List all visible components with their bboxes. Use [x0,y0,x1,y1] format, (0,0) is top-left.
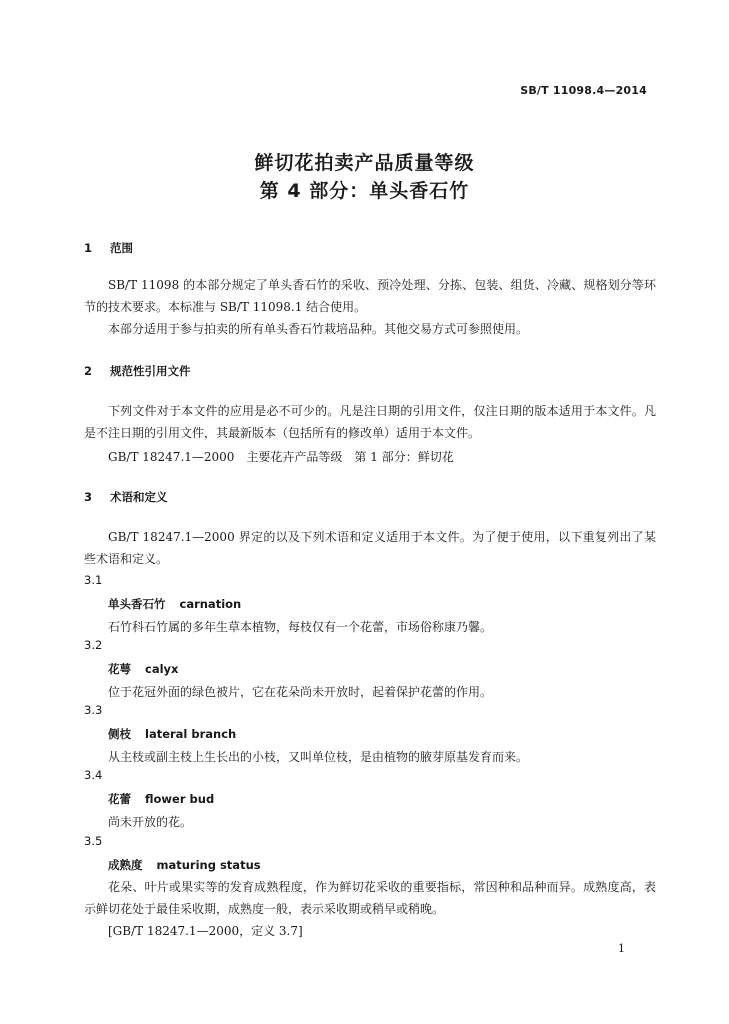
section-1-paragraph-2: 本部分适用于参与拍卖的所有单头香石竹栽培品种。其他交易方式可参照使用。 [108,322,529,336]
term-source: [GB/T 18247.1—2000，定义 3.7] [108,924,303,938]
term-chinese: 花萼 [108,662,131,676]
document-title-line1: 鲜切花拍卖产品质量等级 [254,152,475,174]
section-title: 术语和定义 [110,490,168,504]
term-title [108,661,178,677]
term-number: 3.2 [84,638,103,652]
term-number: 3.1 [84,573,103,587]
section-title: 规范性引用文件 [110,364,191,378]
term-title [108,596,241,612]
term-chinese: 侧枝 [108,727,131,741]
term-definition: 石竹科石竹属的多年生草本植物，每枝仅有一个花蕾，市场俗称康乃馨。 [108,620,493,634]
section-number: 1 [84,241,93,255]
section-3-paragraph-1: GB/T 18247.1—2000 界定的以及下列术语和定义适用于本文件。为了便于使用，以下重复列出了某些术语和定义。 [84,530,656,566]
term-definition: 从主枝或副主枝上生长出的小枝，又叫单位枝，是由植物的腋芽原基发育而来。 [108,750,529,764]
section-3-heading [84,489,168,505]
section-number: 3 [84,490,93,504]
term-number: 3.5 [84,834,103,848]
term-title [108,791,214,807]
section-1-paragraph-1: SB/T 11098 的本部分规定了单头香石竹的采收、预冷处理、分拣、包装、组货、冷藏、规格划分等环节的技术要求。本标准与 SB/T 11098.1 结合使用。 [84,278,656,314]
normative-reference: GB/T 18247.1—2000 主要花卉产品等级 第 1 部分：鲜切花 [108,450,454,464]
section-number: 2 [84,364,93,378]
term-definition: 位于花冠外面的绿色被片，它在花朵尚未开放时，起着保护花蕾的作用。 [108,685,493,699]
term-english: maturing status [156,858,261,872]
term-definition: 花朵、叶片或果实等的发育成熟程度，作为鲜切花采收的重要指标，常因种和品种而异。成熟度高，表示鲜切花处于最佳采收期，成熟度一般，表示采收期或稍早或稍晚。 [84,880,656,916]
term-chinese: 花蕾 [108,792,131,806]
term-english: calyx [145,662,179,676]
section-2-paragraph-1: 下列文件对于本文件的应用是必不可少的。凡是注日期的引用文件，仅注日期的版本适用于本文件。凡是不注日期的引用文件，其最新版本（包括所有的修改单）适用于本文件。 [84,404,656,440]
document-title-line2: 第 4 部分：单头香石竹 [259,180,470,202]
term-title [108,857,261,873]
term-definition: 尚未开放的花。 [108,815,193,829]
term-chinese: 单头香石竹 [108,597,166,611]
page-number: 1 [618,942,625,955]
section-2-heading [84,363,191,379]
term-chinese: 成熟度 [108,858,143,872]
term-english: carnation [179,597,242,611]
section-1-heading [84,240,133,256]
term-english: lateral branch [145,727,237,741]
term-title [108,726,236,742]
term-english: flower bud [145,792,215,806]
term-number: 3.4 [84,768,103,782]
section-title: 范围 [110,241,133,255]
term-number: 3.3 [84,703,103,717]
standard-code: SB/T 11098.4—2014 [520,84,647,97]
